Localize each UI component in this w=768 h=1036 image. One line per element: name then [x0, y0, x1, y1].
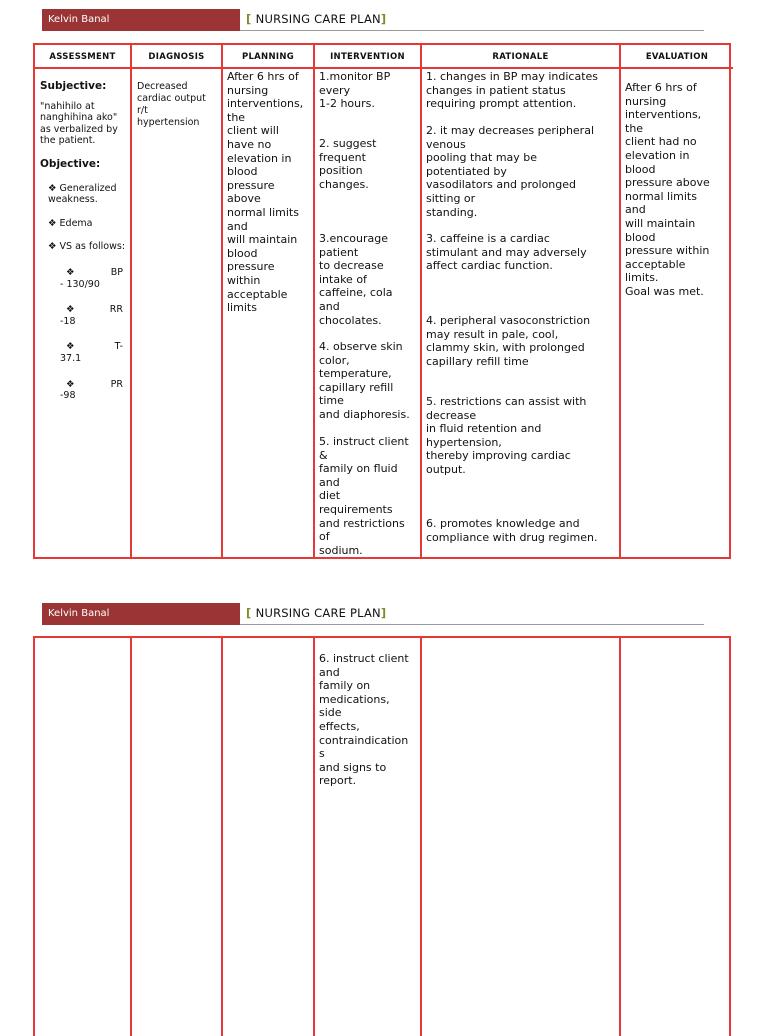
- rationale-1: 1. changes in BP may indicates changes in patient status requiring prompt attention.: [426, 70, 599, 111]
- vital-sign-row: [40, 304, 126, 316]
- vital-bullet: ❖: [66, 378, 75, 390]
- assessment-column: [35, 638, 132, 1036]
- objective-item: ❖ Edema: [48, 217, 93, 229]
- title-text: NURSING CARE PLAN: [255, 606, 381, 620]
- evaluation-column: [621, 45, 733, 557]
- rationale-4: 4. peripheral vasoconstriction may result in pale, cool, clammy skin, with prolonged capillary refill time: [426, 314, 591, 368]
- evaluation-column: [621, 638, 733, 1036]
- planning-text: After 6 hrs of nursing interventions, the client will have no elevation in blood pressure above normal limits and will maintain blood pressure within acceptable limits: [227, 70, 304, 315]
- page-header: [42, 9, 704, 31]
- column-header-rationale: RATIONALE: [422, 45, 619, 69]
- subjective-text: "nahihilo at nanghihina ako" as verbalized by the patient.: [40, 100, 118, 147]
- intervention-3: 3.encourage patient to decrease intake of caffeine, cola and chocolates.: [319, 232, 393, 327]
- intervention-column: [315, 45, 422, 557]
- header-rule: [240, 30, 704, 31]
- intervention-4: 4. observe skin color, temperature, capillary refill time and diaphoresis.: [319, 340, 410, 421]
- column-header-diagnosis: DIAGNOSIS: [132, 45, 221, 69]
- rationale-column: [422, 638, 621, 1036]
- evaluation-text: After 6 hrs of nursing interventions, the client had no elevation in blood pressure above normal limits and will maintain blood pressure within acceptable limits. Goal was met.: [625, 81, 710, 298]
- author-name: Kelvin Banal: [42, 9, 240, 31]
- diagnosis-column: [132, 45, 223, 557]
- diagnosis-column: [132, 638, 223, 1036]
- column-header-assessment: ASSESSMENT: [35, 45, 130, 69]
- planning-column: [223, 45, 315, 557]
- header-rule: [240, 624, 704, 625]
- vital-value: -18: [60, 315, 76, 327]
- assessment-column: [35, 45, 132, 557]
- intervention-2: 2. suggest frequent position changes.: [319, 137, 377, 191]
- vital-bullet: ❖: [66, 341, 75, 353]
- rationale-5: 5. restrictions can assist with decrease in fluid retention and hypertension, thereby improving cardiac output.: [426, 395, 587, 476]
- column-header-evaluation: EVALUATION: [621, 45, 733, 69]
- assessment-cell: [35, 69, 130, 402]
- rationale-column: [422, 45, 621, 557]
- care-plan-table-continued: [33, 636, 731, 1036]
- vital-value: 37.1: [60, 352, 82, 364]
- objective-item: ❖ VS as follows:: [48, 241, 126, 253]
- title-text: NURSING CARE PLAN: [255, 12, 381, 26]
- title-bracket-close: ]: [380, 606, 387, 620]
- rationale-3: 3. caffeine is a cardiac stimulant and may adversely affect cardiac function.: [426, 232, 587, 273]
- vital-label: T-: [114, 341, 123, 353]
- page-header: [42, 603, 704, 625]
- diagnosis-text: Decreased cardiac output r/t hypertension: [137, 81, 206, 128]
- title-bracket-open: [: [246, 12, 256, 26]
- intervention-1: 1.monitor BP every 1-2 hours.: [319, 70, 391, 111]
- rationale-2: 2. it may decreases peripheral venous pooling that may be potentiated by vasodilators and prolonged sitting or standing.: [426, 124, 595, 219]
- vital-sign-row: [40, 267, 126, 279]
- author-name: Kelvin Banal: [42, 603, 240, 625]
- vital-label: PR: [110, 378, 123, 390]
- rationale-6: 6. promotes knowledge and compliance with drug regimen.: [426, 517, 598, 544]
- title-bracket-open: [: [246, 606, 256, 620]
- document-title: [246, 603, 386, 623]
- intervention-6: 6. instruct client and family on medications, side effects, contraindication s and signs to report.: [319, 652, 409, 788]
- vital-value: - 130/90: [60, 278, 100, 290]
- vital-bullet: ❖: [66, 266, 75, 278]
- vital-bullet: ❖: [66, 304, 75, 316]
- vital-sign-row: [40, 341, 126, 353]
- objective-item: ❖ Generalized weakness.: [48, 182, 117, 206]
- vital-label: BP: [110, 266, 123, 278]
- intervention-column: [315, 638, 422, 1036]
- subjective-label: Subjective:: [40, 80, 107, 92]
- vital-value: -98: [60, 390, 76, 402]
- care-plan-table: [33, 43, 731, 559]
- title-bracket-close: ]: [380, 12, 387, 26]
- column-header-planning: PLANNING: [223, 45, 313, 69]
- objective-label: Objective:: [40, 157, 101, 170]
- vital-label: RR: [109, 304, 123, 316]
- planning-column: [223, 638, 315, 1036]
- document-title: [246, 9, 386, 29]
- column-header-intervention: INTERVENTION: [315, 45, 420, 69]
- intervention-5: 5. instruct client & family on fluid and diet requirements and restrictions of sodium.: [319, 435, 409, 557]
- vital-sign-row: [40, 379, 126, 391]
